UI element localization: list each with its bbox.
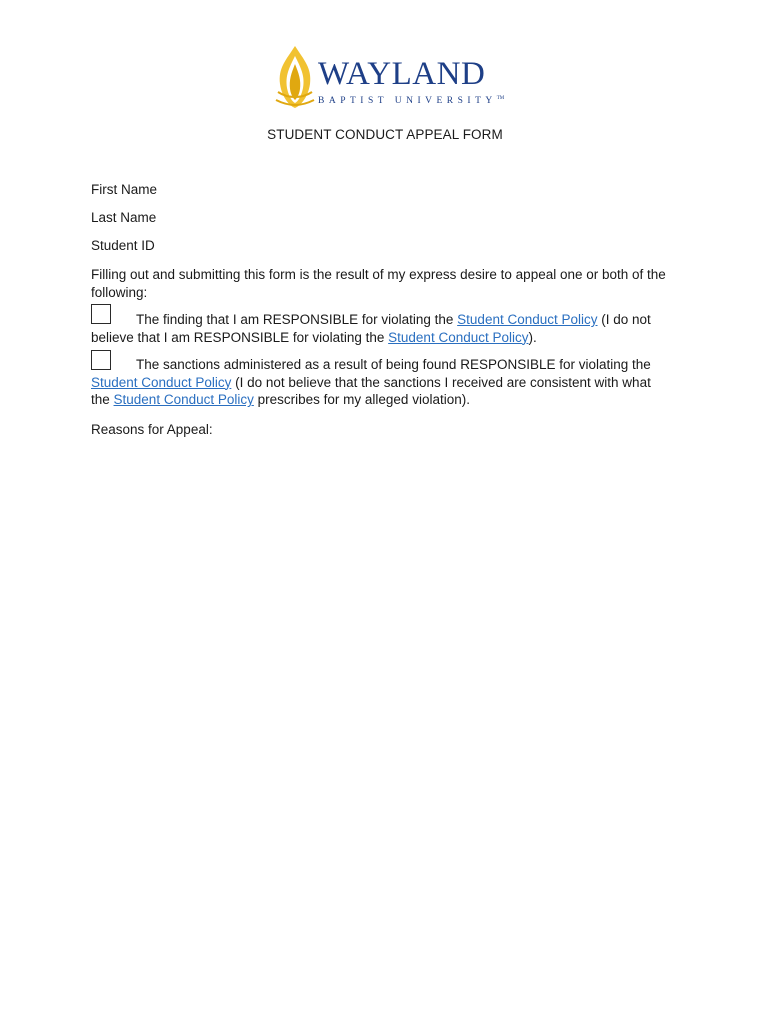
student-conduct-policy-link[interactable]: Student Conduct Policy xyxy=(91,374,232,390)
appeal-sanctions-text: The sanctions administered as a result of being found RESPONSIBLE for violating the Student Conduct Policy (I do not believe that the sanctions I received are consistent with what the Student Conduct Policy prescribes for my alleged violation). xyxy=(91,357,651,407)
flame-emblem-icon xyxy=(274,44,316,110)
logo-wordmark: WAYLAND xyxy=(318,56,486,92)
logo-subtitle: BAPTIST UNIVERSITY™ xyxy=(318,96,505,107)
student-conduct-policy-link[interactable]: Student Conduct Policy xyxy=(113,392,254,407)
student-conduct-policy-link[interactable]: Student Conduct Policy xyxy=(457,312,598,327)
reasons-for-appeal-label: Reasons for Appeal: xyxy=(91,422,213,437)
form-title: STUDENT CONDUCT APPEAL FORM xyxy=(267,127,503,142)
logo-trademark: TM xyxy=(496,96,505,101)
university-logo xyxy=(274,44,505,110)
appeal-finding-text: The finding that I am RESPONSIBLE for violating the Student Conduct Policy (I do not believe that I am RESPONSIBLE for violating the Student Conduct Policy). xyxy=(91,312,651,345)
student-id-label: Student ID xyxy=(91,238,155,253)
student-conduct-policy-link[interactable]: Student Conduct Policy xyxy=(388,329,529,345)
intro-paragraph: Filling out and submitting this form is the result of my express desire to appeal one or both of the following: xyxy=(91,267,666,300)
first-name-label: First Name xyxy=(91,182,158,197)
last-name-label: Last Name xyxy=(91,210,157,225)
